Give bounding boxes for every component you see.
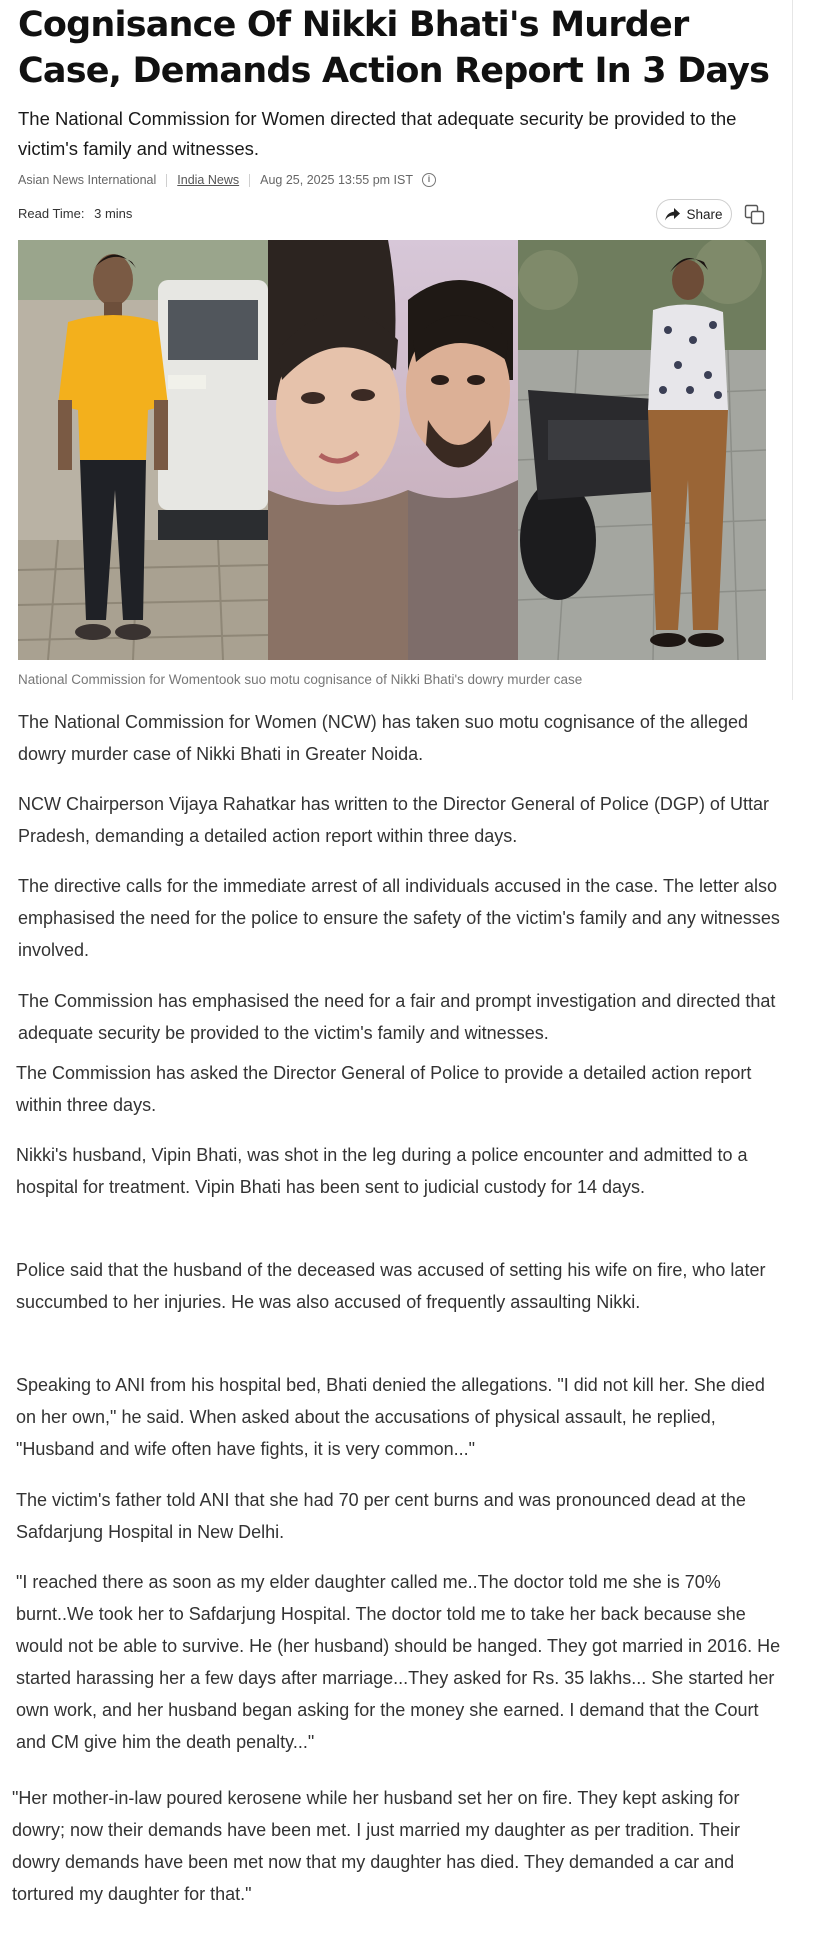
photo-panel-couple-selfie [268, 240, 518, 660]
read-time-value: 3 mins [94, 206, 133, 221]
article-paragraph: "Her mother-in-law poured kerosene while her husband set her on fire. They kept asking for dowry; now their demands have been met. I just married my daughter as per tradition. Their dowry demands have been met now that my daughter has died. They demanded a car and tortured my daughter for that." [12, 1788, 741, 1904]
article-paragraph: The directive calls for the immediate arrest of all individuals accused in the case. The letter also emphasised the need for the police to ensure the safety of the victim's family and any witnesses involved. [18, 876, 780, 960]
category-link[interactable]: India News [177, 173, 240, 187]
article-paragraph: NCW Chairperson Vijaya Rahatkar has written to the Director General of Police (DGP) of Uttar Pradesh, demanding a detailed action report within three days. [18, 794, 769, 846]
info-icon[interactable]: i [422, 173, 436, 187]
share-arrow-icon [665, 208, 680, 221]
read-time [18, 206, 132, 221]
page-divider [792, 0, 793, 700]
image-caption: National Commission for Womentook suo motu cognisance of Nikki Bhati's dowry murder case [18, 672, 583, 687]
publish-date: Aug 25, 2025 13:55 pm IST [260, 173, 414, 187]
share-label: Share [686, 206, 723, 222]
source-label: Asian News International [18, 173, 157, 187]
article-paragraph: The Commission has emphasised the need for a fair and prompt investigation and directed that adequate security be provided to the victim's family and witnesses. [18, 991, 776, 1043]
article-subheadline: The National Commission for Women directed that adequate security be provided to the victim's family and witnesses. [18, 108, 737, 159]
article-headline: Cognisance Of Nikki Bhati's Murder Case, Demands Action Report In 3 Days [18, 5, 770, 91]
article-paragraph: Nikki's husband, Vipin Bhati, was shot in the leg during a police encounter and admitted to a hospital for treatment. Vipin Bhati has been sent to judicial custody for 14 days. [16, 1145, 748, 1197]
article-paragraph: The Commission has asked the Director General of Police to provide a detailed action report within three days. [16, 1063, 752, 1115]
article-meta [18, 171, 436, 189]
article-paragraph: The victim's father told ANI that she had 70 per cent burns and was pronounced dead at the Safdarjung Hospital in New Delhi. [16, 1490, 746, 1542]
meta-separator [166, 174, 167, 187]
photo-panel-man-motorcycle [518, 240, 766, 660]
article-paragraph: Police said that the husband of the deceased was accused of setting his wife on fire, who later succumbed to her injuries. He was also accused of frequently assaulting Nikki. [16, 1260, 766, 1312]
article-image [18, 240, 766, 660]
photo-panel-man-yellow-shirt [18, 240, 268, 660]
article-paragraph: Speaking to ANI from his hospital bed, Bhati denied the allegations. "I did not kill her. She died on her own," he said. When asked about the accusations of physical assault, he replied, "Husband and wife often have fights, it is very common..." [16, 1375, 765, 1459]
article-paragraph: "I reached there as soon as my elder daughter called me..The doctor told me she is 70% burnt..We took her to Safdarjung Hospital. The doctor told me to take her back because she would not be able to survive. He (her husband) should be hanged. They got married in 2016. He started harassing her a few days after marriage...They asked for Rs. 35 lakhs... She started her own work, and her husband began asking for the money she earned. I demand that the Court and CM give him the death penalty..." [16, 1572, 781, 1752]
article-paragraph: The National Commission for Women (NCW) has taken suo motu cognisance of the alleged dowry murder case of Nikki Bhati in Greater Noida. [18, 712, 749, 764]
share-button[interactable] [656, 199, 732, 229]
copy-icon[interactable] [744, 204, 766, 226]
read-time-label: Read Time: [18, 206, 85, 221]
meta-separator [249, 174, 250, 187]
